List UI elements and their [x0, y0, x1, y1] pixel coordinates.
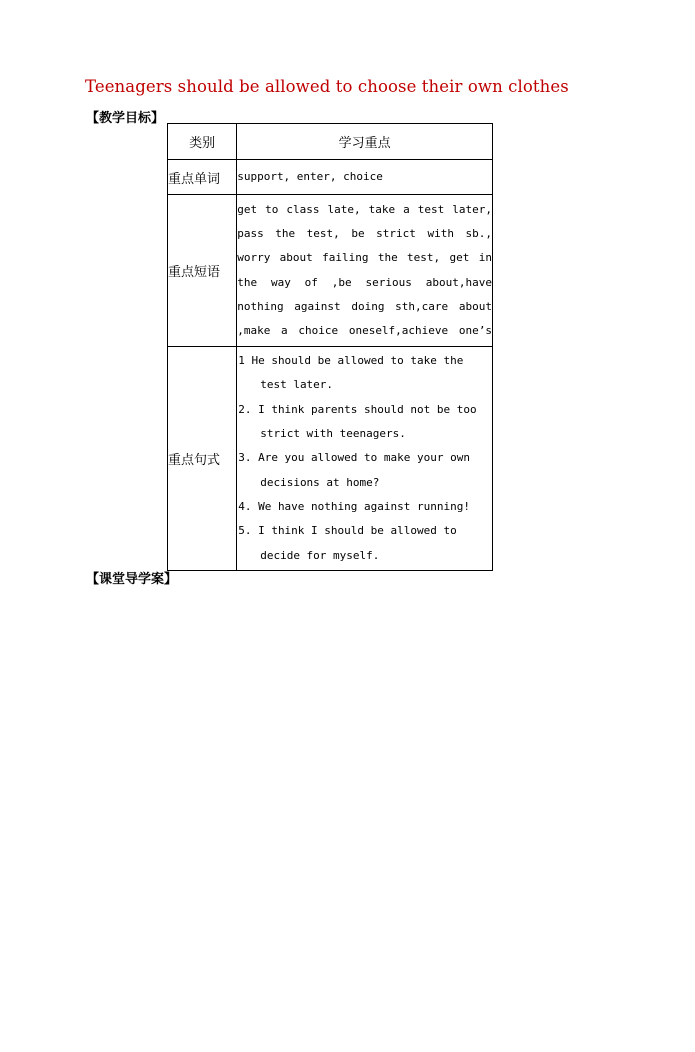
- page-title: Teenagers should be allowed to choose their own clothes: [85, 77, 569, 96]
- header-category: 类别: [168, 124, 237, 160]
- table-row-key-words: [168, 160, 493, 195]
- table-row-key-phrases: [168, 195, 493, 347]
- key-words-content: support, enter, choice: [237, 160, 493, 195]
- sentence-item: 1 He should be allowed to take the test later.: [238, 354, 464, 392]
- study-focus-table: [167, 123, 493, 571]
- sentence-item: 2. I think parents should not be too strict with teenagers.: [238, 402, 477, 441]
- phrase-line: ,make a choice oneself,achieve one’s: [237, 324, 492, 338]
- category-key-phrases: 重点短语: [168, 195, 237, 347]
- category-key-sentences: 重点句式: [168, 347, 237, 571]
- phrase-line: worry about failing the test, get in: [237, 251, 492, 265]
- section-heading-teaching-goals: 【教学目标】: [86, 111, 165, 126]
- phrase-line: the way of ,be serious about,have: [237, 275, 492, 289]
- sentence-item: 5. I think I should be allowed to decide for myself.: [238, 524, 457, 562]
- phrase-line: nothing against doing sth,care about: [237, 299, 492, 313]
- table-row-key-sentences: [168, 347, 493, 571]
- sentence-item: 4. We have nothing against running!: [238, 499, 470, 513]
- key-phrases-content: [237, 195, 493, 347]
- section-heading-class-guide: 【课堂导学案】: [86, 572, 178, 587]
- key-sentences-content: [237, 347, 493, 571]
- category-key-words: 重点单词: [168, 160, 237, 195]
- sentence-item: 3. Are you allowed to make your own decisions at home?: [238, 451, 470, 489]
- table-header-row: [168, 124, 493, 160]
- header-study-focus: 学习重点: [237, 124, 493, 160]
- phrase-line: get to class late, take a test later,: [237, 202, 492, 216]
- phrase-line: pass the test, be strict with sb.,: [237, 226, 492, 240]
